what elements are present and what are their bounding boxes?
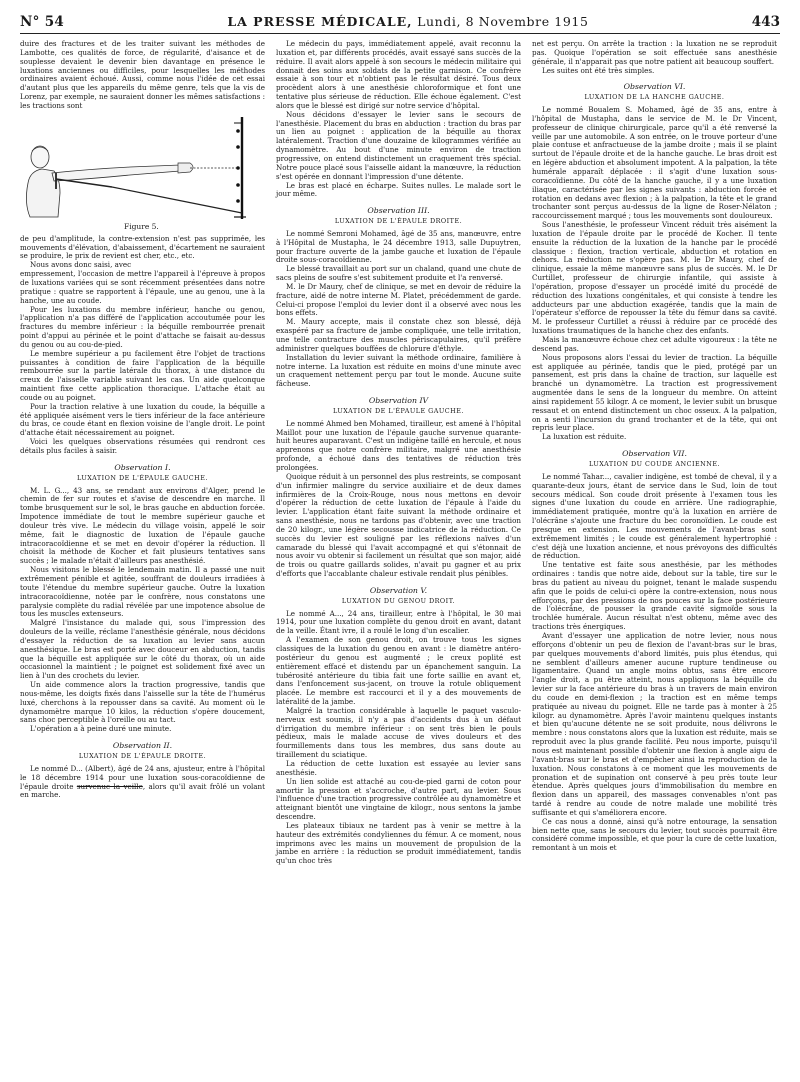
observation-subtitle: LUXATION DE L'ÉPAULE GAUCHE. [77, 473, 208, 482]
paragraph: Ce cas nous a donné, ainsi qu'à notre entourage, la sensation bien nette que, sans le secours du levier, tout succès pourrait être considéré comme impossible, et que pour la cure de cette luxation, remontant à un mois et [532, 816, 777, 853]
paragraph [20, 765, 265, 800]
observation-title: Observation II. [112, 741, 173, 751]
paragraph: Les plateaux tibiaux ne tardent pas à venir se mettre à la hauteur des extrémités condyliennes du fémur. A ce moment, nous imprimons avec les mains un mouvement de propulsion de la jambe en arrière : la réduction se produit immédiatement, tandis qu'un choc très [276, 820, 521, 866]
paragraph: empressement, l'occasion de mettre l'appareil à l'épreuve à propos de luxations variées qui se sont récemment présentées dans notre pratique : quatre se rapportent à l'épaule, une au genou, une à la hanche, une au coude. [20, 269, 265, 305]
text-run: , alors qu'il avait frôlé un volant en marche. [20, 781, 266, 800]
paragraph: Sous l'anesthésie, le professeur Vincent réduit très aisément la luxation de l'épaule droite par le procédé de Kocher. Il tente ensuite la réduction de la luxation de la hanche par le procédé classique : flexion, traction verticale, abduction et rotation en dehors. La réduction ne s'opère pas. M. le Dr Maury, chef de clinique, essaie la même manœuvre sans plus de succès. M. le Dr Curtillet, professeur de chirurgie infantile, qui assiste à l'opération, propose d'essayer un procédé imité du procédé de réduction des luxations congénitales, et qui consiste à tendre les adducteurs par une abduction exagérée, tandis que la main de l'opérateur s'efforce de repousser la tête du fémur dans sa cavité. M. le professeur Curtillet a réussi à réduire par ce procédé des luxations traumatiques de la hanche chez des enfants. [532, 220, 777, 336]
paragraph: Le blessé travaillait au port sur un chaland, quand une chute de sacs pleins de soufre s'est subitement produite et l'a renversé. [276, 264, 521, 283]
figure-5 [20, 113, 265, 233]
column-3 [532, 40, 777, 866]
paragraph: Nous proposons alors l'essai du levier de traction. La béquille est appliquée au périnée, tandis que le pied, protégé par un pansement, est pris dans la chaîne de traction, sur laquelle est branché un dynamomètre. La traction est progressivement augmentée dans le sens de la longueur du membre. On atteint ainsi rapidement 55 kilogr. A ce moment, le levier subit un brusque ressaut et on entend distinctement un choc osseux. A la palpation, on a senti l'incursion du grand trochanter et de la tête, qui ont repris leur place. [532, 352, 777, 433]
paragraph: Le nommé Semroni Mohamed, âgé de 35 ans, manœuvre, entre à l'Hôpital de Mustapha, le 24 décembre 1913, salle Dupuytren, pour fracture ouverte de la jambe gauche et luxation de l'épaule droite sous-coracoïdienne. [276, 228, 521, 265]
observation-title: Observation III. [367, 206, 430, 216]
figure-caption: Figure 5. [124, 221, 159, 231]
paragraph: Nous visitons le blessé le lendemain matin. Il a passé une nuit extrêmement pénible et agitée, souffrant de douleurs irradiées à toute l'étendue du membre supérieur gauche. Outre la luxation intracoracoïdienne, notée par le confrère, nous constatons une paralysie complète du radial révélée par une impotence absolue de tous les muscles extenseurs. [20, 565, 265, 619]
paragraph: Voici les quelques observations résumées qui rendront ces détails plus faciles à saisir. [20, 437, 265, 455]
paragraph: Nous décidons d'essayer le levier sans le secours de l'anesthésie. Placement du bras en abduction : traction du bras par un lien au poignet : application de la béquille au thorax latéralement. Traction d'une douzaine de kilogrammes vérifiée au dynamomètre. Au bout d'une minute environ de traction progressive, on entend distinctement un craquement très spécial. Notre pouce placé sous l'aisselle aidant la manœuvre, la réduction s'est opérée en donnant l'impression d'une détente. [276, 109, 521, 181]
observation-subtitle: LUXATION DU GENOU DROIT. [341, 596, 456, 605]
paragraph: Avant d'essayer une application de notre levier, nous nous efforçons d'obtenir un peu de flexion de l'avant-bras sur le bras, par quelques mouvements d'abord limités, puis plus étendus, qui ne semblent d'ailleurs amener aucune rupture tendineuse ou ligamentaire. Quand un angle moins obtus, sans être encore l'angle droit, a pu être atteint, nous appliquons la béquille du levier sur la face antérieure du bras à un travers de main environ du coude en demi-flexion ; la traction est en même temps pratiquée au niveau du poignet. Elle ne tarde pas à monter à 25 kilogr. au dynamomètre. Après l'avoir maintenu quelques instants et bien qu'aucune détente ne se soit produite, nous délivrons le membre : nous constatons alors que la luxation est réduite, mais se reproduit avec la plus grande facilité. Peu nous importe, puisqu'il nous est maintenant possible d'obtenir une flexion à angle aigu de l'avant-bras sur le bras et d'empêcher ainsi la reproduction de la luxation. Nous constatons à ce moment que les mouvements de pronation et de supination ont conservé à peu près toute leur étendue. Après quelques jours d'immobilisation du membre en flexion dans un appareil, des massages convenables n'ont pas tardé à rendre au coude de notre malade une mobilité très suffisante et qui s'améliorera encore. [532, 631, 777, 817]
paragraph: Le nommé Ahmed ben Mohamed, tirailleur, est amené à l'hôpital Maillot pour une luxation de l'épaule gauche survenue quarante-huit heures auparavant. C'est un indigène taillé en hercule, et nous apprenons que notre confrère militaire, malgré une anesthésie profonde, a échoué dans des tentatives de réduction très prolongées. [276, 418, 521, 472]
observation-title: Observation VII. [622, 449, 687, 459]
running-header [20, 14, 780, 34]
paragraph: Le médecin du pays, immédiatement appelé, avait reconnu la luxation et, par différents procédés, avait essayé sans succès de la réduire. Il avait alors appelé à son secours le médecin militaire qui donnait des soins aux soldats de la petite garnison. Ce confrère essaie à son tour et n'obtient pas le résultat désiré. Tous deux procèdent alors à une anesthésie chloroformique et font une tentative plus sérieuse de réduction. Elle échoue également. C'est alors que le blessé est dirigé sur notre service d'hôpital. [276, 39, 521, 110]
paragraph: M. Maury accepte, mais il constate chez son blessé, déjà exaspéré par sa fracture de jambe compliquée, une telle irritation, une telle contracture des muscles périscapulaires, qu'il préfère administrer quelques bouffées de chlorure d'éthyle. [276, 317, 521, 353]
paragraph: Le membre supérieur a pu facilement être l'objet de tractions puissantes à condition de faire l'application de la béquille rembourrée sur la partie latérale du thorax, à une distance du creux de l'aisselle variable suivant les cas. Un aide quelconque maintient fixe cette application thoracique. L'attache était au coude ou au poignet. [20, 348, 265, 402]
paragraph: M. le Dr Maury, chef de clinique, se met en devoir de réduire la fracture, aidé de notre interne M. Platet, précédemment de garde. Celui-ci propose l'emploi du levier dont il a observé avec nous les bons effets. [276, 281, 521, 318]
issue-number: N° 54 [20, 14, 65, 30]
paragraph: Mais la manœuvre échoue chez cet adulte vigoureux : la tête ne descend pas. [532, 335, 777, 353]
observation-title: Observation VI. [623, 82, 686, 92]
paragraph: A l'examen de son genou droit, on trouve tous les signes classiques de la luxation du genou en avant : le diamètre antéro-postérieur du genou est augmenté ; le creux poplité est entièrement effacé et distendu par un épanchement sanguin. La tubérosité antérieure du tibia fait une forte saillie en avant et, dans l'enfoncement sus-jacent, on trouve la rotule obliquement placée. Le membre est raccourci et il y a des mouvements de latéralité de la jambe. [276, 635, 521, 707]
paragraph: Une tentative est faite sous anesthésie, par les méthodes ordinaires : tandis que notre aide, debout sur la table, tire sur le bras du patient au niveau du poignet, tenant le malade suspendu afin que le poids de celui-ci opère la contre-extension, nous nous efforçons, par des pressions de nos pouces sur la face postérieure de l'olécrâne, de pousser la grande cavité sigmoïde sous la trochlée humérale. Aucun résultat n'est obtenu, même avec des tractions très énergiques. [532, 560, 777, 632]
text-run: Le nommé D... (Albert), âgé de 24 ans, ajusteur, entre à l'hôpital le 18 décembre 1914 pour une luxation sous-coracoïdienne de l'épaule droite [20, 763, 265, 791]
paragraph: Un aide commence alors la traction progressive, tandis que nous-même, les doigts fixés dans l'aisselle sur la tête de l'humérus luxé, cherchons à la repousser dans sa cavité. Au moment où le dynamomètre marque 10 kilos, la réduction s'opère doucement, sans choc perceptible à l'oreille ou au tact. [20, 680, 265, 725]
paragraph: Pour les luxations du membre inférieur, hanche ou genou, l'application n'a pas différé de l'application accoutumée pour les fractures du membre inférieur : la béquille rembourrée prenait point d'appui au périnée et le point d'attache se faisait au-dessus du genou ou au cou-de-pied. [20, 304, 265, 349]
column-2 [276, 40, 521, 866]
paragraph: Le nommé Boualem S. Mohamed, âgé de 35 ans, entre à l'hôpital de Mustapha, dans le service de M. le Dr Vincent, professeur de clinique chirurgicale, parce qu'il a été renversé la veille par une automobile. A son entrée, on le trouve porteur d'une plaie contuse et anfractueuse de la jambe droite ; mais il se plaint surtout de l'épaule droite et de la hanche gauche. Le bras droit est en légère abduction et absolument impotent. A la palpation, la tête humérale apparaît déplacée : il s'agit d'une luxation sous-coracoïdienne. Du côté de la hanche gauche, il y a une luxation iliaque, caractérisée par les signes suivants : abduction forcée et rotation en dedans avec flexion ; à la palpation, la tête et le grand trochanter sont perçus au-dessus de la ligne de Roser-Nélaton ; raccourcissement marqué ; tous les mouvements sont douloureux. [532, 105, 777, 221]
paragraph: duire des fractures et de les traiter suivant les méthodes de Lambotte, ces qualités de force, de régularité, d'aisance et de souplesse devaient le devenir bien davantage en présence le luxations anciennes ou difficiles, pour lesquelles les méthodes ordinaires avaient échoué. Aussi, comme nous l'idée de cet essai d'autant plus que les appareils du même genre, tels que la vis de Lorenz, par exemple, ne sauraient donner les mêmes satisfactions : les tractions sont [20, 39, 265, 110]
paragraph: La luxation est réduite. [542, 432, 627, 442]
traction-lever-illustration [20, 113, 265, 223]
observation-title: Observation IV [368, 396, 429, 406]
observation-title: Observation I. [114, 462, 171, 472]
column-1 [20, 40, 265, 866]
paragraph: Quoique réduit à un personnel des plus restreints, se composant d'un infirmier malingre du service auxiliaire et de deux dames infirmières de la Croix-Rouge, nous nous mettons en devoir d'opérer la réduction de cette luxation de l'épaule à l'aide du levier. L'application étant faite suivant la méthode ordinaire et sans anesthésie, nous ne tardons pas d'obtenir, avec une traction de 20 kilogr., une légère secousse indicatrice de la réduction. Ce succès du levier est souligné par les réflexions naïves d'un camarade du blessé qui l'avait accompagné et qui s'étonnait de nous avoir vu obtenir si facilement un résultat que son major, aidé de trois ou quatre gaillards solides, n'avait pu gagner et au prix d'efforts que l'accablante chaleur estivale rendait plus pénibles. [276, 471, 521, 579]
paragraph: Le nommé Tahar..., cavalier indigène, est tombé de cheval, il y a quarante-deux jours, étant de service dans le Sud, loin de tout secours médical. Son coude droit présente à l'examen tous les signes d'une luxation du coude en arrière. Une radiographie, immédiatement pratiquée, montre qu'à la luxation en arrière de l'olécrâne s'ajoute une fracture du bec coronoïdien. Le coude est presque en extension. Les mouvements de l'avant-bras sont extrêmement limités ; le coude est généralement hypertrophié : c'est déjà une luxation ancienne, et nous prévoyons des difficultés de réduction. [532, 471, 777, 561]
observation-subtitle: LUXATION DE L'ÉPAULE DROITE. [78, 752, 207, 760]
paragraph: La réduction de cette luxation est essayée au levier sans anesthésie. [276, 758, 521, 777]
paragraph: de peu d'amplitude, la contre-extension n'est pas supprimée, les mouvements d'élévation, d'abaissement, d'écartement ne sauraient se produire, le prix de revient est cher, etc., etc. [20, 233, 265, 261]
paragraph: Malgré l'insistance du malade qui, sous l'impression des douleurs de la veille, réclame l'anesthésie générale, nous décidons d'essayer la réduction de sa luxation au levier sans aucun anesthésique. Le bras est porté avec douceur en abduction, tandis que la béquille est appliquée sur le côté du thorax, où un aide occasionnel la maintient ; le poignet est solidement fixé avec un lien à l'un des crochets du levier. [20, 618, 265, 681]
paragraph: Les suites ont été très simples. [542, 65, 655, 75]
struck-text: survenue la veille [76, 781, 143, 791]
page-number: 443 [751, 14, 780, 30]
paragraph: Installation du levier suivant la méthode ordinaire, familière à notre interne. La luxation est réduite en moins d'une minute avec un craquement nettement perçu par tout le monde. Aucune suite fâcheuse. [276, 352, 521, 389]
observation-subtitle: LUXATION DU COUDE ANCIENNE. [588, 459, 721, 468]
observation-subtitle: LUXATION DE L'ÉPAULE DROITE. [334, 217, 463, 226]
paragraph: L'opération a à peine duré une minute. [30, 724, 172, 734]
observation-subtitle: LUXATION DE LA HANCHE GAUCHE. [584, 93, 725, 102]
paragraph: Nous avons donc saisi, avec [30, 260, 132, 270]
paragraph: Pour la traction relative à une luxation du coude, la béquille a été appliquée aisément vers le tiers inférieur de la face antérieure du bras, ce coude étant en flexion voisine de l'angle droit. Le point d'attache était nécessairement au poignet. [20, 401, 265, 438]
paragraph: M. L. G..., 43 ans, se rendant aux environs d'Alger, prend le chemin de fer sur routes et s'avise de descendre en marche. Il tombe brusquement sur le sol, le bras gauche en abduction forcée. Impotence immédiate de tout le membre supérieur gauche et douleur très vive. Le médecin du village voisin, appelé le soir même, fait le diagnostic de luxation de l'épaule gauche intracoracoïdienne et se met en devoir d'opérer la réduction. Il choisit la méthode de Kocher et fait plusieurs tentatives sans succès ; le malade n'était d'ailleurs pas anesthésié. [20, 485, 265, 566]
journal-title [227, 14, 588, 29]
paragraph: Malgré la traction considérable à laquelle le paquet vasculo-nerveux est soumis, il n'y a pas d'accidents dus à un défaut d'irrigation du membre inférieur : on sent très bien le pouls pédieux, mais le malade accuse de vives douleurs et des fourmillements dans tous les membres, dus sans doute au tiraillement du sciatique. [276, 705, 521, 760]
paragraph: net est perçu. On arrête la traction : la luxation ne se reproduit pas. Quoique l'opération se soit effectuée sans anesthésie générale, il n'apparait pas que notre patient ait beaucoup souffert. [532, 39, 777, 66]
observation-title: Observation V. [369, 585, 428, 595]
paragraph: Le nommé A..., 24 ans, tirailleur, entre à l'hôpital, le 30 mai 1914, pour une luxation complète du genou droit en avant, datant de la veille. Étant ivre, il a roulé le long d'un escalier. [276, 608, 521, 636]
columns [20, 40, 780, 866]
paragraph: Un lien solide est attaché au cou-de-pied garni de coton pour amortir la pression et s'accroche, d'autre part, au levier. Sous l'influence d'une traction progressive contrôlée au dynamomètre et atteignant bientôt une vingtaine de kilogr., nous sentons la jambe descendre. [276, 776, 521, 822]
paragraph: Le bras est placé en écharpe. Suites nulles. Le malade sort le jour même. [276, 180, 521, 199]
observation-subtitle: LUXATION DE L'ÉPAULE GAUCHE. [333, 406, 464, 415]
issue-date: Lundi, 8 Novembre 1915 [417, 14, 589, 29]
journal-name: LA PRESSE MÉDICALE, [227, 14, 413, 29]
